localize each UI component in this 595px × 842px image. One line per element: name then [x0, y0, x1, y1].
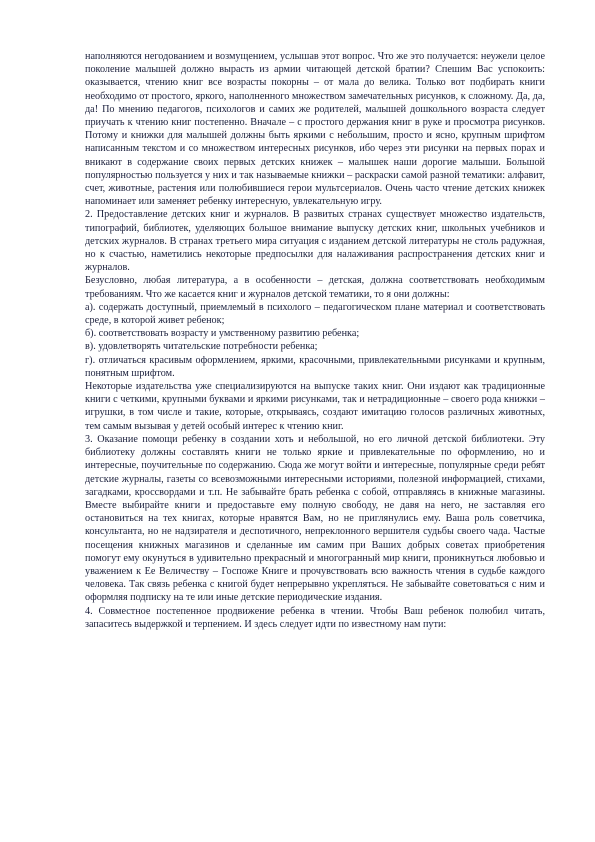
list-item-b: б). соответствовать возрасту и умственному развитию ребенка; — [85, 328, 360, 340]
list-item-a: а). содержать доступный, приемлемый в психолого – педагогическом плане материал и соответствовать среде, в которой живет ребенок; — [85, 301, 545, 327]
paragraph-publishers: Некоторые издательства уже специализируются на выпуске таких книг. Они издают как традиционные книги с четкими, крупными буквами и яркими рисунками, так и нетрадиционные – своего рода книжки – игрушки, в том числе и такие, которые, открываясь, создают имитацию голосов различных животных, тем самым вызывая у детей особый интерес к чтению книг. — [85, 381, 545, 432]
paragraph-section-3: 3. Оказание помощи ребенку в создании хоть и небольшой, но его личной детской библиотеки. Эту библиотеку должны составлять книги не только яркие и привлекательные по оформлению, но и интересные, поучительные по содержанию. Сюда же могут войти и интересные, популярные среди ребят детские журналы, газеты со всевозможными интересными историями, полезной информацией, стихами, загадками, кроссвордами и т.п. Не забывайте брать ребенка с собой, отправляясь в книжные магазины. Вместе выбирайте книги и предоставьте ему полную свободу, не давя на него, не заставляя его остановиться на тех книгах, которые нравятся Вам, но не приглянулись ему. Ваша роль советчика, консультанта, но не надзирателя и деспотичного, непреклонного вершителя судьбы своего чада. Частые посещения книжных магазинов и сделанные им самим при Ваших добрых советах приобретения помогут ему окунуться в удивительно прекрасный и многогранный мир книги, проникнуться любовью и уважением к Ее Величеству – Госпоже Книге и прочувствовать всю важность чтения в судьбе каждого человека. Так связь ребенка с книгой будет непрерывно укрепляться. Не забывайте советоваться с ним и оформляя подписку на те или иные детские периодические издания. — [85, 433, 545, 604]
paragraph-requirements-intro: Безусловно, любая литература, а в особенности – детская, должна соответствовать необходимым требованиям. Что же касается книг и журналов детской тематики, то я они должны: — [85, 275, 545, 300]
document-page — [85, 50, 545, 631]
paragraph-section-4: 4. Совместное постепенное продвижение ребенка в чтении. Чтобы Ваш ребенок полюбил читать, запаситесь выдержкой и терпением. И здесь следует идти по известному нам пути: — [85, 605, 545, 630]
list-item-v: в). удовлетворять читательские потребности ребенка; — [85, 341, 318, 353]
list-item-g: г). отличаться красивым оформлением, яркими, красочными, привлекательными рисунками и крупным, понятным шрифтом. — [85, 354, 545, 379]
paragraph-section-2: 2. Предоставление детских книг и журналов. В развитых странах существует множество издательств, типографий, библиотек, уделяющих большое внимание выпуску детских книг, школьных учебников и детских журналов. В странах третьего мира ситуация с изданием детской литературы не столь радужная, но к счастью, наметились некоторые предпосылки для налаживания распространения детских книг и журналов. — [85, 209, 545, 274]
paragraph-intro: наполняются негодованием и возмущением, услышав этот вопрос. Что же это получается: неужели целое поколение малышей должно вырасть из армии читающей детской братии? Спешим Вас успокоить: оказывается, чтению книг все возрасты покорны – от мала до велика. Только вот подбирать книги необходимо от простого, яркого, наполненного множеством замечательных рисунков, к сложному. Да, да, да! По мнению педагогов, психологов и самих же родителей, малышей дошкольного возраста следует приучать к чтению книг постепенно. Вначале – с простого держания книг в руке и просмотра рисунков. Потому и книжки для малышей должны быть яркими с небольшим, просто и ясно, крупным шрифтом написанным текстом и со множеством интересных рисунков, ибо через эти рисунки на первых порах и вникают в содержание своих первых детских книжек – малышек наши дорогие малыши. Большой популярностью пользуется у них и так называемые книжки – раскраски самой разной тематики: алфавит, счет, животные, растения или полюбившиеся герои мультсериалов. Очень часто чтение детских книжек напоминает или заменяет ребенку интересную, увлекательную игру. — [85, 51, 545, 208]
